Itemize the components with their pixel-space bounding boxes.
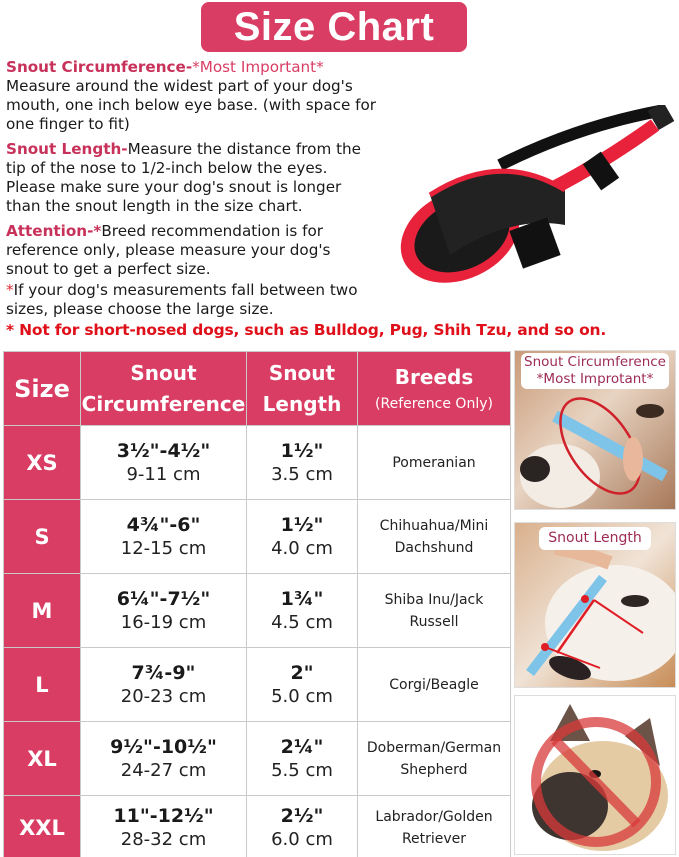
note-attention	[6, 222, 371, 279]
size-label: S	[4, 500, 81, 574]
snout-length-photo	[514, 522, 676, 688]
size-label: L	[4, 648, 81, 722]
snout-circumference-photo	[514, 350, 676, 510]
table-row	[4, 722, 511, 796]
note-circumference	[6, 58, 406, 134]
breed-cell: Doberman/German Shepherd	[358, 722, 511, 796]
header-snout-circumference: Snout Circumference	[81, 352, 247, 426]
length-cell: 1¾" 4.5 cm	[247, 574, 358, 648]
note-body: Breed recommendation is for reference only, please measure your dog's snout to get a perfect size.	[6, 222, 331, 278]
length-cell: 1½" 4.0 cm	[247, 500, 358, 574]
circumference-cell: 7¾-9" 20-23 cm	[81, 648, 247, 722]
short-nose-warning: * Not for short-nosed dogs, such as Bulldog, Pug, Shih Tzu, and so on.	[6, 321, 607, 339]
breed-cell: Labrador/Golden Retriever	[358, 796, 511, 857]
note-heading: Attention-*	[6, 222, 102, 240]
size-chart-table	[3, 351, 511, 857]
circumference-photo-label: Snout Circumference *Most Improtant*	[521, 353, 669, 389]
length-cell: 1½" 3.5 cm	[247, 426, 358, 500]
table-row	[4, 574, 511, 648]
breed-cell: Shiba Inu/Jack Russell	[358, 574, 511, 648]
size-chart-title-badge	[201, 2, 467, 52]
circumference-cell: 9½"-10½" 24-27 cm	[81, 722, 247, 796]
star-marker: *	[6, 281, 14, 299]
header-snout-length: Snout Length	[247, 352, 358, 426]
note-body: If your dog's measurements fall between two sizes, please choose the large size.	[6, 281, 358, 318]
circumference-cell: 6¼"-7½" 16-19 cm	[81, 574, 247, 648]
size-label: XXL	[4, 796, 81, 857]
circumference-cell: 11"-12½" 28-32 cm	[81, 796, 247, 857]
note-heading: Snout Length-	[6, 140, 128, 158]
header-size: Size	[4, 352, 81, 426]
table-header-row	[4, 352, 511, 426]
breed-cell: Chihuahua/Mini Dachshund	[358, 500, 511, 574]
measurement-notes	[6, 58, 406, 325]
breed-cell: Corgi/Beagle	[358, 648, 511, 722]
size-label: M	[4, 574, 81, 648]
no-bulldog-icon	[515, 696, 676, 855]
note-heading: Snout Circumference-	[6, 58, 193, 76]
length-cell: 2½" 6.0 cm	[247, 796, 358, 857]
header-breeds: Breeds (Reference Only)	[358, 352, 511, 426]
circumference-cell: 4¾"-6" 12-15 cm	[81, 500, 247, 574]
length-cell: 2¼" 5.5 cm	[247, 722, 358, 796]
short-nosed-dog-prohibited-photo	[514, 695, 676, 855]
note-emphasis: *Most Important*	[192, 58, 324, 76]
page-title: Size Chart	[233, 4, 435, 49]
size-label: XL	[4, 722, 81, 796]
table-row	[4, 426, 511, 500]
table-row	[4, 500, 511, 574]
size-label: XS	[4, 426, 81, 500]
note-length	[6, 140, 376, 216]
breed-cell: Pomeranian	[358, 426, 511, 500]
length-photo-label: Snout Length	[539, 527, 651, 550]
muzzle-product-image	[390, 105, 679, 285]
note-between-sizes	[6, 281, 371, 319]
table-row	[4, 796, 511, 857]
note-body: Measure the distance from the tip of the nose to 1/2-inch below the eyes. Please make sure your dog's snout is longer than the snout length in the size chart.	[6, 140, 361, 215]
table-row	[4, 648, 511, 722]
circumference-cell: 3½"-4½" 9-11 cm	[81, 426, 247, 500]
length-cell: 2" 5.0 cm	[247, 648, 358, 722]
note-body: Measure around the widest part of your dog's mouth, one inch below eye base. (with space for one finger to fit)	[6, 77, 377, 133]
